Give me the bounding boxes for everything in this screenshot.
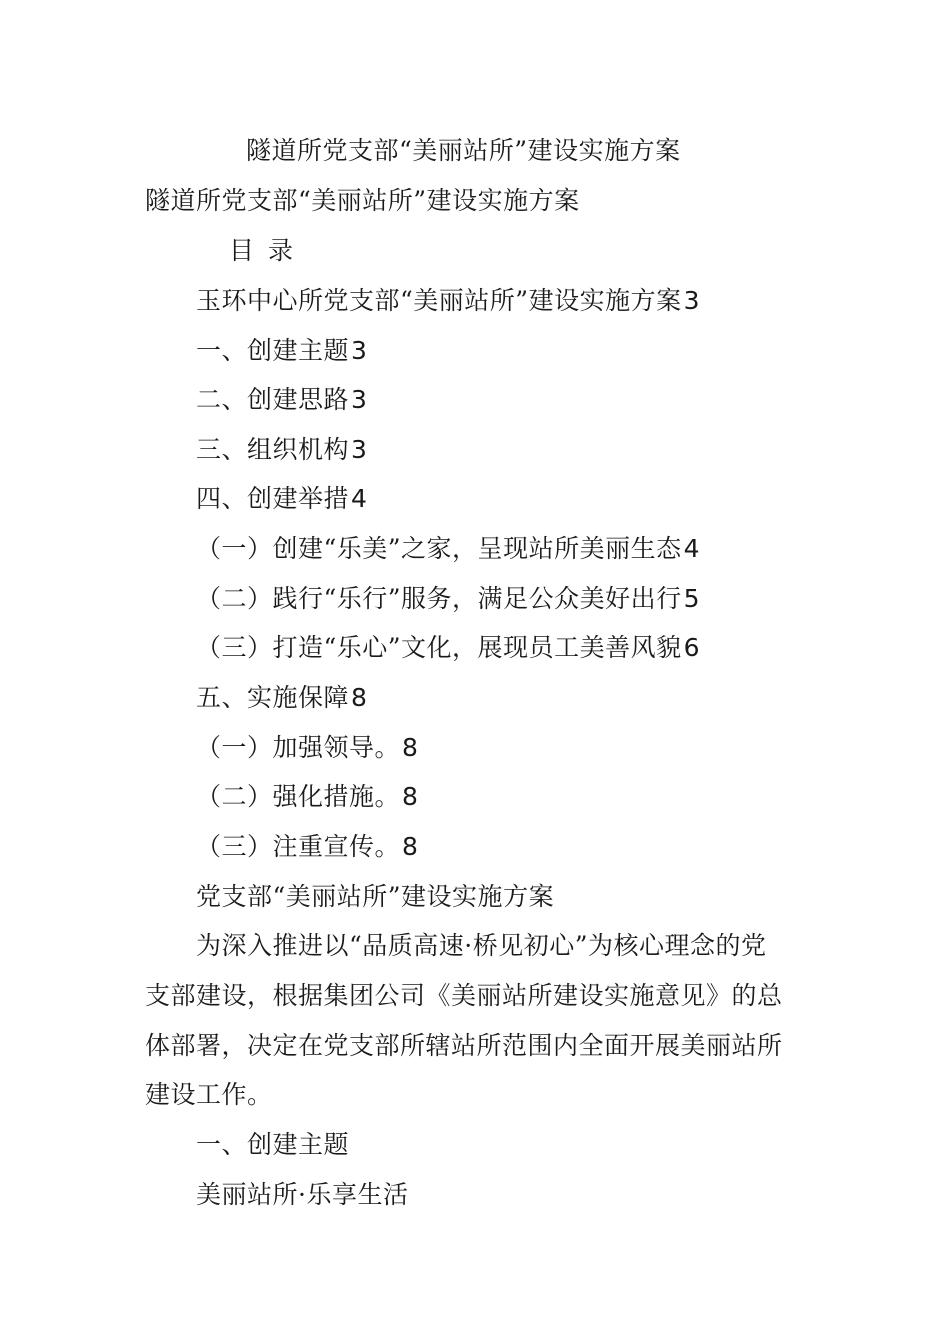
toc-item-page: 8: [402, 733, 419, 762]
toc-item: [196, 780, 418, 814]
toc-item: [196, 631, 700, 665]
toc-item-page: 3: [351, 435, 368, 464]
paragraph-line: 建设工作。: [145, 1080, 273, 1109]
paragraph-line: 体部署，决定在党支部所辖站所范围内全面开展美丽站所: [145, 1031, 783, 1060]
toc-item-page: 4: [683, 534, 700, 563]
toc-item-text: （三）打造“乐心”文化，展现员工美善风貌: [196, 633, 682, 662]
paragraph-line: 为深入推进以“品质高速·桥见初心”为核心理念的党: [196, 931, 767, 960]
paragraph-line: 支部建设，根据集团公司《美丽站所建设实施意见》的总: [145, 981, 783, 1010]
toc-item-text: 一、创建主题: [196, 336, 350, 365]
toc-heading: [229, 234, 293, 268]
toc-item-page: 8: [402, 782, 419, 811]
section-title: 党支部“美丽站所”建设实施方案: [196, 882, 555, 911]
section-heading: 一、创建主题: [196, 1130, 350, 1159]
toc-item-page: 8: [351, 683, 368, 712]
toc-item-text: （三）注重宣传。: [196, 832, 401, 861]
toc-item-page: 3: [351, 385, 368, 414]
toc-item-page: 3: [351, 336, 368, 365]
toc-item-text: 二、创建思路: [196, 385, 350, 414]
toc-item: [196, 731, 418, 765]
toc-item: [196, 284, 700, 318]
toc-item-page: 6: [683, 633, 700, 662]
toc-item-text: 三、组织机构: [196, 435, 350, 464]
toc-item-text: （一）加强领导。: [196, 733, 401, 762]
toc-item: [196, 482, 367, 516]
toc-item: [196, 830, 418, 864]
document-subtitle: 隧道所党支部“美丽站所”建设实施方案: [145, 186, 580, 215]
toc-item-text: （二）强化措施。: [196, 782, 401, 811]
toc-heading-char-1: 目: [229, 236, 255, 265]
toc-item-text: 四、创建举措: [196, 484, 350, 513]
toc-item-text: （二）践行“乐行”服务，满足公众美好出行: [196, 584, 682, 613]
toc-heading-char-2: 录: [268, 236, 294, 265]
toc-item: [196, 433, 367, 467]
toc-item: [196, 383, 367, 417]
toc-item: [196, 681, 367, 715]
toc-item-text: 五、实施保障: [196, 683, 350, 712]
theme-text: 美丽站所·乐享生活: [196, 1180, 409, 1209]
toc-item-text: （一）创建“乐美”之家，呈现站所美丽生态: [196, 534, 682, 563]
toc-item: [196, 582, 700, 616]
toc-item-page: 3: [683, 286, 700, 315]
document-title: 隧道所党支部“美丽站所”建设实施方案: [246, 136, 681, 165]
toc-item: [196, 532, 700, 566]
toc-item-page: 4: [351, 484, 368, 513]
toc-item-page: 8: [402, 832, 419, 861]
toc-item-page: 5: [683, 584, 700, 613]
toc-item-text: 玉环中心所党支部“美丽站所”建设实施方案: [196, 286, 682, 315]
toc-item: [196, 334, 367, 368]
